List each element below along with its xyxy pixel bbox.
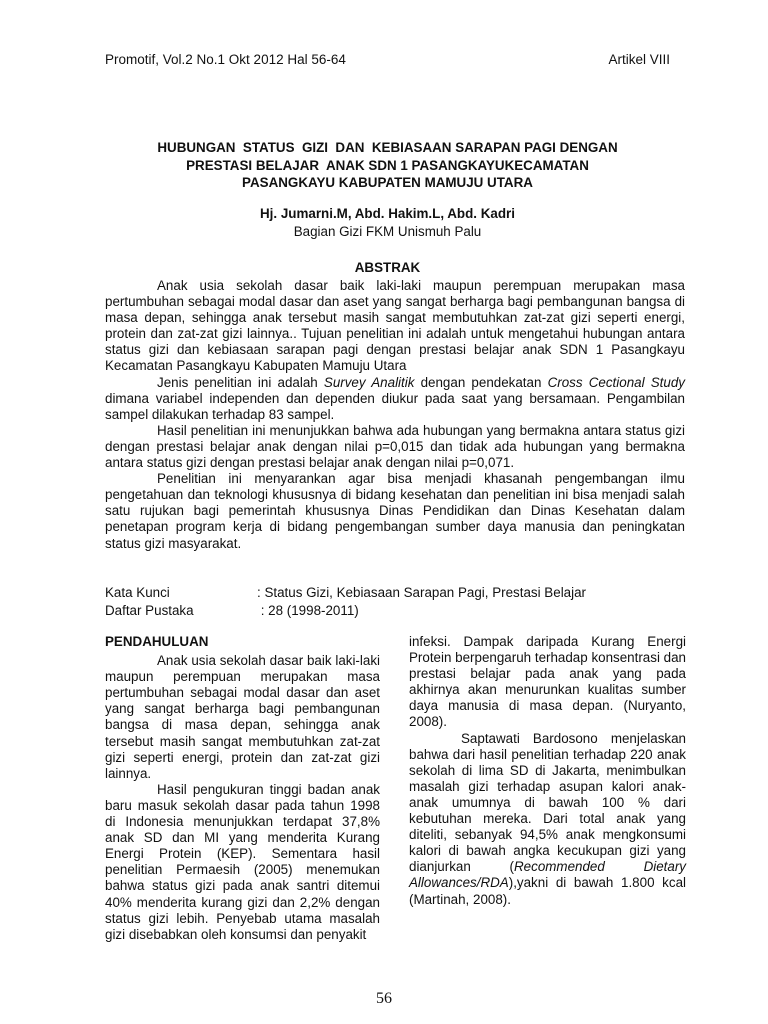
abstract-body (105, 278, 685, 552)
keywords-label: Kata Kunci (105, 585, 170, 600)
keywords-value: : Status Gizi, Kebiasaan Sarapan Pagi, Prestasi Belajar (257, 585, 586, 600)
running-header (105, 52, 670, 67)
abstract-heading: ABSTRAK (354, 260, 421, 275)
title-line-1: HUBUNGAN STATUS GIZI DAN KEBIASAAN SARAPAN PAGI DENGAN (157, 140, 618, 155)
title-line-2: PRESTASI BELAJAR ANAK SDN 1 PASANGKAYUKECAMATAN (186, 157, 589, 173)
abstract-paragraph-1: Anak usia sekolah dasar baik laki-laki maupun perempuan merupakan masa pertumbuhan sebagai modal dasar dan aset yang sangat berharga bagi pembangunan bangsa di masa depan, sehingga anak tersebut masih sangat membutuhkan zat-zat gizi seperti energi, protein dan zat-zat gizi lainnya.. Tujuan penelitian ini adalah untuk mengetahui hubungan antara status gizi dan kebiasaan sarapan pagi dengan prestasi belajar anak SDN 1 Pasangkayu Kecamatan Pasangkayu Kabupaten Mamuju Utara (105, 278, 685, 374)
keywords-block (105, 584, 685, 619)
authors: Hj. Jumarni.M, Abd. Hakim.L, Abd. Kadri (260, 206, 515, 221)
intro-p4-text-2: ),yakni di bawah 1.800 kcal (Martinah, 2008). (409, 875, 686, 907)
right-column (409, 634, 686, 908)
abstract-p2-italic-study: Cross Cectional Study (547, 374, 685, 390)
introduction-heading: PENDAHULUAN (105, 634, 209, 649)
abstract-paragraph-4: Penelitian ini menyarankan agar bisa menjadi khasanah pengembangan ilmu pengetahuan dan teknologi khususnya di bidang kesehatan dan penelitian ini bisa menjadi salah satu rujukan bagi pemerintah khususnya Dinas Pendidikan dan Dinas Kesehatan dalam penetapan program kerja di bidang pengembangan sumber daya manusia dan peningkatan status gizi masyarakat. (105, 471, 685, 551)
abstract-p2-text: Jenis penelitian ini adalah (157, 374, 324, 390)
intro-p4-text: Saptawati Bardosono menjelaskan bahwa dari hasil penelitian terhadap 220 anak sekolah di lima SD di Jakarta, menimbulkan masalah gizi terhadap asupan kalori anak-anak umumnya di bawah 100 % dari kebutuhan mereka. Dari total anak yang diteliti, sebanyak 94,5% anak mengkonsumi kalori di bawah angka kecukupan gizi yang dianjurkan ( (409, 730, 686, 875)
left-column (105, 634, 380, 943)
intro-p4-italic-rda: Recommended Dietary Allowances/RDA (409, 859, 686, 891)
references-row (105, 602, 685, 620)
abstract-paragraph-2 (105, 375, 685, 423)
title-line-3: PASANGKAYU KABUPATEN MAMUJU UTARA (242, 175, 533, 190)
references-label: Daftar Pustaka (105, 602, 194, 618)
intro-paragraph-4 (409, 731, 686, 908)
page-number: 56 (376, 990, 392, 1007)
keywords-row (105, 584, 685, 602)
abstract-p2-italic-survey: Survey Analitik (323, 374, 415, 390)
affiliation: Bagian Gizi FKM Unismuh Palu (293, 224, 482, 239)
paper-title (105, 139, 670, 192)
journal-citation: Promotif, Vol.2 No.1 Okt 2012 Hal 56-64 (105, 52, 346, 67)
abstract-p2-text-2: dengan pendekatan (414, 374, 548, 390)
intro-paragraph-1: Anak usia sekolah dasar baik laki-laki maupun perempuan merupakan masa pertumbuhan sebagai modal dasar dan aset yang sangat berharga bagi pembangunan bangsa di masa depan, sehingga anak tersebut masih sangat membutuhkan zat-zat gizi seperti energi, protein dan zat-zat gizi lainnya. (105, 653, 380, 781)
abstract-paragraph-3: Hasil penelitian ini menunjukkan bahwa ada hubungan yang bermakna antara status gizi dengan prestasi belajar anak dengan nilai p=0,015 dan tidak ada hubungan yang bermakna antara status gizi dengan prestasi belajar anak dengan nilai p=0,071. (105, 422, 685, 471)
references-value: : 28 (1998-2011) (257, 602, 359, 618)
abstract-p2-text-3: dimana variabel independen dan dependen diukur pada saat yang bersamaan. Pengambilan sampel dilakukan terhadap 83 sampel. (105, 390, 685, 422)
intro-paragraph-3: infeksi. Dampak daripada Kurang Energi Protein berpengaruh terhadap konsentrasi dan prestasi belajar pada anak yang pada akhirnya akan menurunkan kualitas sumber daya manusia di masa depan. (Nuryanto, 2008). (409, 634, 686, 730)
intro-paragraph-2: Hasil pengukuran tinggi badan anak baru masuk sekolah dasar pada tahun 1998 di Indonesia menunjukkan terdapat 37,8% anak SD dan MI yang menderita Kurang Energi Protein (KEP). Sementara hasil penelitian Permaesih (2005) menemukan bahwa status gizi pada anak santri ditemui 40% menderita kurang gizi dan 2,2% dengan status gizi lebih. Penyebab utama masalah gizi disebabkan oleh konsumsi dan penyakit (105, 781, 380, 942)
article-number: Artikel VIII (608, 52, 670, 67)
